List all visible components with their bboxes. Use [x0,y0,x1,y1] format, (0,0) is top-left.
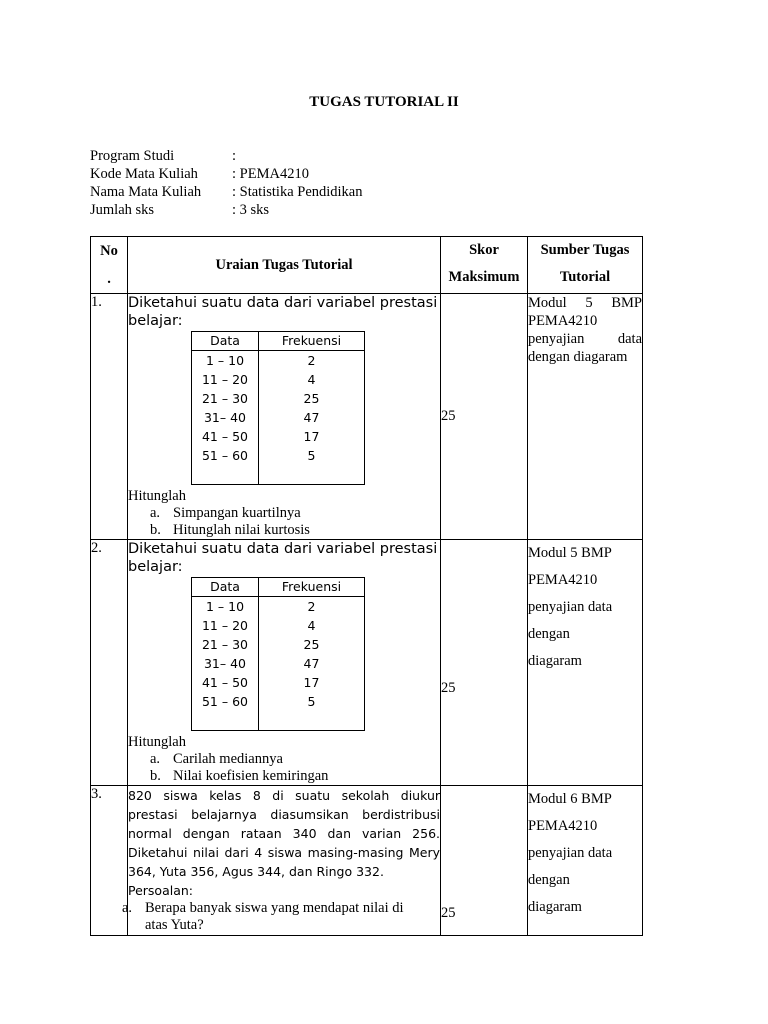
info-label: Jumlah sks [90,202,155,218]
question-intro: Diketahui suatu data dari variabel prestasi belajar: [128,295,438,329]
header-uraian: Uraian Tugas Tutorial [128,237,441,294]
freq-header-frekuensi: Frekuensi [259,578,365,597]
document-title: TUGAS TUTORIAL II [309,94,459,110]
task-description [128,540,441,786]
freq-header-frekuensi: Frekuensi [259,332,365,351]
info-value: : PEMA4210 [232,166,309,182]
info-value: : [232,148,237,164]
info-row-program [90,147,363,165]
list-item: b. Hitunglah nilai kurtosis [150,522,310,538]
freq-data-column: 1 – 10 11 – 20 21 – 30 31– 40 41 – 50 51 – 60 [192,351,259,485]
row-number: 1. [91,294,128,540]
freq-header-data: Data [192,332,259,351]
header-sumber: Sumber Tugas Tutorial [528,237,643,294]
info-label: Kode Mata Kuliah [90,166,198,182]
table-row [91,540,643,786]
list-item: a. Simpangan kuartilnya [150,505,301,521]
freq-frequency-column: 2 4 25 47 17 5 [259,597,365,731]
list-item: a. Carilah mediannya [150,751,283,767]
persoalan-label: Persoalan: [128,883,194,898]
task-source: Modul 5 BMP PEMA4210 penyajian data dengan diagaram [528,294,643,540]
row-number: 3. [91,786,128,936]
list-item: b. Nilai koefisien kemiringan [150,768,329,784]
info-row-nama [90,183,363,201]
task-description [122,786,441,936]
frequency-table [191,577,365,731]
task-description [128,294,441,540]
info-value: : 3 sks [232,202,270,218]
max-score: 25 [441,294,528,540]
course-info [90,147,363,219]
tutorial-task-table [90,236,643,936]
header-no: No . [91,237,128,294]
list-item: a. Berapa banyak siswa yang mendapat nilai di atas Yuta? [122,900,404,933]
task-source: Modul 5 BMP PEMA4210 penyajian data dengan diagaram [528,540,643,786]
max-score: 25 [441,540,528,786]
table-row [91,294,643,540]
freq-frequency-column: 2 4 25 47 17 5 [259,351,365,485]
table-row [91,786,643,936]
hitunglah-label: Hitunglah [128,734,186,750]
info-label: Nama Mata Kuliah [90,184,202,200]
hitunglah-label: Hitunglah [128,488,186,504]
freq-data-column: 1 – 10 11 – 20 21 – 30 31– 40 41 – 50 51 – 60 [192,597,259,731]
info-value: : Statistika Pendidikan [232,184,363,200]
row-number: 2. [91,540,128,786]
table-header-row [91,237,643,294]
frequency-table [191,331,365,485]
task-source: Modul 6 BMP PEMA4210 penyajian data dengan diagaram [528,786,643,936]
question-intro: Diketahui suatu data dari variabel prestasi belajar: [128,541,438,575]
header-skor: Skor Maksimum [441,237,528,294]
info-row-kode [90,165,363,183]
max-score: 25 [441,786,528,936]
question-text: 820 siswa kelas 8 di suatu sekolah diukur prestasi belajarnya diasumsikan berdistribusi normal dengan rataan 340 dan varian 256. Diketahui nilai dari 4 siswa masing-masing Mery 364, Yuta 356, Agus 344, dan Ringo 332. [128,788,440,879]
freq-header-data: Data [192,578,259,597]
info-row-sks [90,201,363,219]
info-label: Program Studi [90,148,175,164]
